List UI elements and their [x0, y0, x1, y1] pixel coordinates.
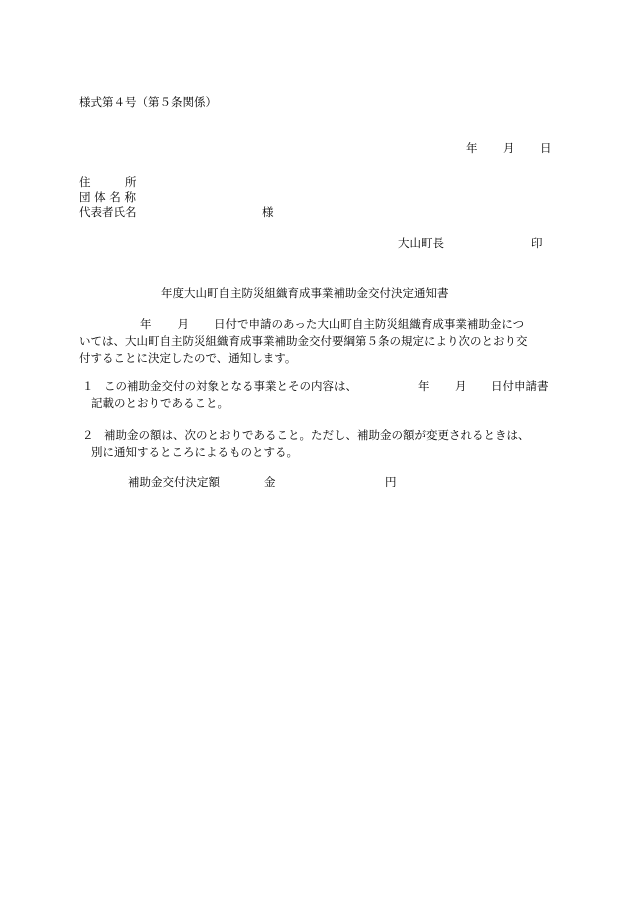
item-1-line-2: 記載のとおりであること。: [91, 396, 229, 410]
body-line-3: 付することに決定したので、通知します。: [79, 351, 297, 365]
date-month: 月: [503, 141, 515, 155]
body-line-1: [79, 316, 551, 333]
item-1-text: この補助金交付の対象となる事業とその内容は、: [104, 379, 357, 393]
body-paragraph: [79, 316, 551, 367]
item-1-number: １: [82, 379, 94, 393]
issuer-name: 大山町長: [398, 236, 444, 250]
amount-prefix: 金: [264, 475, 276, 489]
body-line-1-text: 日付で申請のあった大山町自主防災組織育成事業補助金につ: [214, 317, 525, 331]
body-year: 年: [140, 317, 152, 331]
body-month: 月: [177, 317, 189, 331]
address-label: 住 所: [79, 175, 137, 189]
item-1-year: 年: [418, 379, 430, 393]
item-2-number: ２: [82, 428, 94, 442]
item-2-line-2: 別に通知するところによるものとする。: [91, 445, 298, 459]
form-number: 様式第４号（第５条関係）: [79, 95, 217, 109]
item-2-line-1: 補助金の額は、次のとおりであること。ただし、補助金の額が変更されるときは、: [104, 428, 530, 442]
body-line-2: いては、大山町自主防災組織育成事業補助金交付要綱第５条の規定により次のとおり交: [79, 334, 528, 348]
item-1-tail: 日付申請書: [491, 379, 549, 393]
representative-label: 代表者氏名: [79, 205, 137, 219]
document-title: 年度大山町自主防災組織育成事業補助金交付決定通知書: [161, 286, 449, 300]
seal-mark: 印: [531, 236, 543, 250]
amount-label: 補助金交付決定額: [128, 475, 220, 489]
item-1-month: 月: [455, 379, 467, 393]
amount-unit: 円: [385, 475, 397, 489]
org-name-label: 団 体 名 称: [79, 190, 136, 204]
date-day: 日: [540, 141, 552, 155]
date-year: 年: [466, 141, 478, 155]
honorific: 様: [262, 205, 274, 219]
